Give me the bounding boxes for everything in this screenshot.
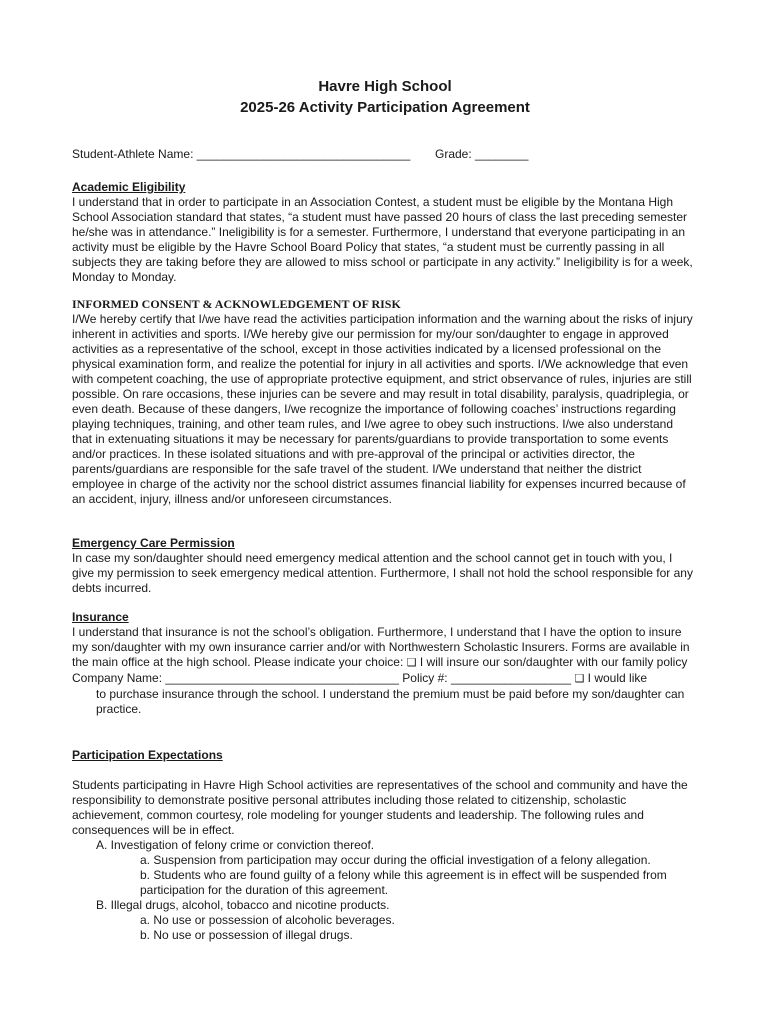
emergency-section <box>72 536 694 596</box>
rule-b-b: b. No use or possession of illegal drugs. <box>140 928 353 942</box>
expectations-body: Students participating in Havre High School activities are representatives of the school and community and have the responsibility to demonstrate positive personal attributes including those related to citizenship, scholastic achievement, common courtesy, role modeling for younger students and leadership. The following rules and consequences will be in effect. <box>72 778 688 837</box>
emergency-heading: Emergency Care Permission <box>72 536 235 550</box>
rule-b-a: a. No use or possession of alcoholic beverages. <box>140 913 395 927</box>
name-grade-row <box>72 147 712 161</box>
checkbox-family-policy[interactable]: ❑ <box>406 657 417 669</box>
expectations-heading: Participation Expectations <box>72 748 223 762</box>
insurance-body: I understand that insurance is not the school’s obligation. Furthermore, I understand that I have the option to insure my son/daughter with my own insurance carrier and/or with Northwestern Scholastic Insurers. Forms are available in the main office at the high school. Please indicate your choice: ❑ I will insure our son/daughter with our family policy <box>72 625 690 669</box>
academic-heading: Academic Eligibility <box>72 180 186 194</box>
consent-heading: INFORMED CONSENT & ACKNOWLEDGEMENT OF RISK <box>72 297 401 311</box>
academic-body: I understand that in order to participate in an Association Contest, a student must be eligible by the Montana High School Association standard that states, “a student must have passed 20 hours of class the last preceding semester he/she was in attendance.” Ineligibility is for a semester. Furthermore, I understand that everyone participating in an activity must be eligible by the Havre School Board Policy that states, “a student must be currently passing in all subjects they are taking before they are allowed to miss school or participate in any activity.” Ineligibility is for a week, Monday to Monday. <box>72 195 693 284</box>
insurance-section <box>72 610 694 717</box>
insurance-heading: Insurance <box>72 610 129 624</box>
rule-a-b: b. Students who are found guilty of a felony while this agreement is in effect will be suspended from participation for the duration of this agreement. <box>140 868 667 897</box>
rule-b: B. Illegal drugs, alcohol, tobacco and nicotine products. <box>96 898 390 912</box>
company-policy-line <box>72 671 694 687</box>
choice-school-insurance-b: to purchase insurance through the school. I understand the premium must be paid before my son/daughter can practice. <box>96 687 685 716</box>
expectations-section <box>72 748 694 943</box>
company-policy-fields[interactable]: Company Name: ___________________________________ Policy #: __________________ <box>72 671 572 685</box>
choice-family-policy: I will insure our son/daughter with our family policy <box>419 655 688 669</box>
consent-section <box>72 297 694 507</box>
rule-a-a: a. Suspension from participation may occur during the official investigation of a felony allegation. <box>140 853 651 867</box>
choice-school-insurance-a: I would like <box>587 671 648 685</box>
consent-body: I/We hereby certify that I/we have read the activities participation information and the warning about the risks of injury inherent in activities and sports. I/We hereby give our permission for my/our son/daughter to engage in approved activities as a representative of the school, except in those activities indicated by a licensed professional on the physical examination form, and realize the potential for injury in all activities and sports. I/We acknowledge that even with competent coaching, the use of appropriate protective equipment, and strict observance of rules, injuries are still possible. On rare occasions, these injuries can be severe and may result in total disability, paralysis, quadriplegia, or even death. Because of these dangers, I/we recognize the importance of following coaches’ instructions regarding playing techniques, training, and other team rules, and I/we agree to obey such instructions. I/we also understand that in extenuating situations it may be necessary for parents/guardians to provide transportation to some events and/or practices. In these isolated situations and with pre-approval of the principal or activities director, the parents/guardians are responsible for the safe travel of the student. I/We understand that neither the district employee in charge of the activity nor the school district assumes financial liability for expenses incurred because of an accident, injury, illness and/or unforeseen circumstances. <box>72 312 693 506</box>
school-title: Havre High School <box>318 78 452 95</box>
grade-field[interactable]: Grade: ________ <box>435 147 529 161</box>
academic-section <box>72 180 694 285</box>
emergency-body: In case my son/daughter should need emergency medical attention and the school cannot get in touch with you, I give my permission to seek emergency medical attention. Furthermore, I shall not hold the school responsible for any debts incurred. <box>72 551 693 595</box>
agreement-title: 2025-26 Activity Participation Agreement <box>240 99 530 116</box>
rule-a: A. Investigation of felony crime or conviction thereof. <box>96 838 375 852</box>
student-name-field[interactable]: Student-Athlete Name: ________________________________ <box>72 147 411 161</box>
checkbox-school-insurance[interactable]: ❑ <box>574 673 585 685</box>
